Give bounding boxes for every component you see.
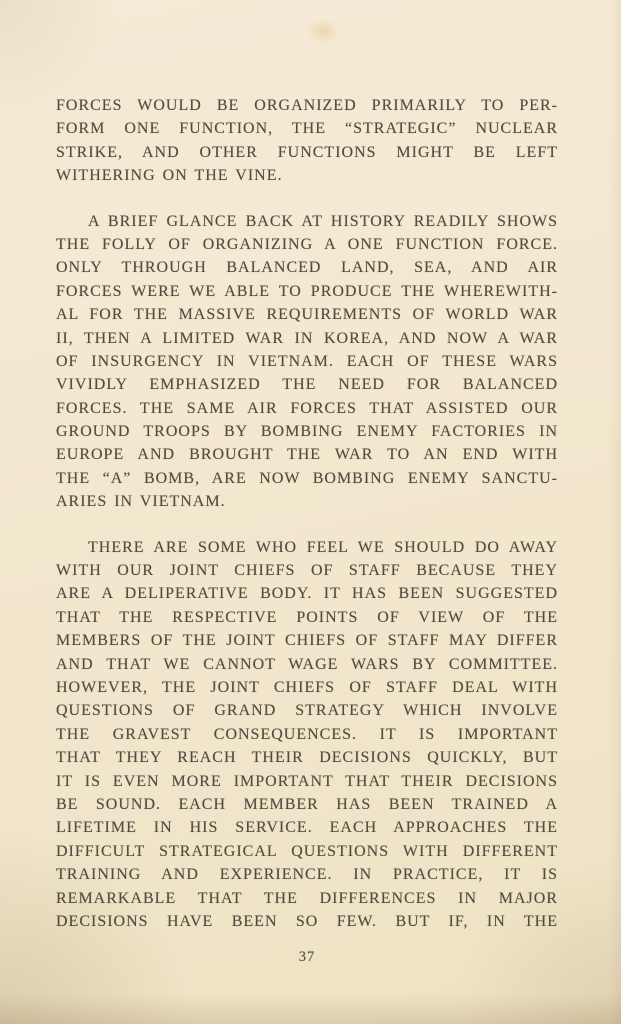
text-line: QUESTIONS OF GRAND STRATEGY WHICH INVOLVE xyxy=(56,702,558,720)
text-line: HOWEVER, THE JOINT CHIEFS OF STAFF DEAL WITH xyxy=(56,678,558,696)
text-line: LIFETIME IN HIS SERVICE. EACH APPROACHES THE xyxy=(56,819,558,837)
text-line: THERE ARE SOME WHO FEEL WE SHOULD DO AWAY xyxy=(88,538,558,556)
page-text-block xyxy=(56,94,558,933)
text-line: THE GRAVEST CONSEQUENCES. IT IS IMPORTANT xyxy=(56,725,558,743)
text-line: ONLY THROUGH BALANCED LAND, SEA, AND AIR xyxy=(56,259,558,277)
text-line: THE “A” BOMB, ARE NOW BOMBING ENEMY SANCTU- xyxy=(56,469,558,487)
text-line: WITHERING ON THE VINE. xyxy=(56,167,283,185)
text-line: STRIKE, AND OTHER FUNCTIONS MIGHT BE LEFT xyxy=(56,143,558,161)
paragraph xyxy=(56,536,558,934)
text-line: BE SOUND. EACH MEMBER HAS BEEN TRAINED A xyxy=(56,795,558,813)
text-line: FORM ONE FUNCTION, THE “STRATEGIC” NUCLEAR xyxy=(56,120,558,138)
text-line: THAT THE RESPECTIVE POINTS OF VIEW OF THE xyxy=(56,608,558,626)
text-line: GROUND TROOPS BY BOMBING ENEMY FACTORIES IN xyxy=(56,423,558,441)
page-number: 37 xyxy=(298,949,316,965)
text-line: ARIES IN VIETNAM. xyxy=(56,493,226,511)
text-line: MEMBERS OF THE JOINT CHIEFS OF STAFF MAY DIFFER xyxy=(56,632,558,650)
text-line: ARE A DELIPERATIVE BODY. IT HAS BEEN SUGGESTED xyxy=(56,585,558,603)
text-line: REMARKABLE THAT THE DIFFERENCES IN MAJOR xyxy=(56,889,558,907)
text-line: IT IS EVEN MORE IMPORTANT THAT THEIR DECISIONS xyxy=(56,772,558,790)
text-line: AND THAT WE CANNOT WAGE WARS BY COMMITTEE. xyxy=(56,655,558,673)
text-line: THE FOLLY OF ORGANIZING A ONE FUNCTION FORCE. xyxy=(56,235,558,253)
paragraph xyxy=(56,94,558,188)
text-line: DIFFICULT STRATEGICAL QUESTIONS WITH DIFFERENT xyxy=(56,842,558,860)
text-line: FORCES WERE WE ABLE TO PRODUCE THE WHEREWITH- xyxy=(56,282,558,300)
text-line: WITH OUR JOINT CHIEFS OF STAFF BECAUSE THEY xyxy=(56,562,558,580)
text-line: FORCES WOULD BE ORGANIZED PRIMARILY TO PER- xyxy=(56,97,558,114)
text-line: VIVIDLY EMPHASIZED THE NEED FOR BALANCED xyxy=(56,376,558,394)
text-line: AL FOR THE MASSIVE REQUIREMENTS OF WORLD WAR xyxy=(56,306,558,324)
text-line: OF INSURGENCY IN VIETNAM. EACH OF THESE WARS xyxy=(56,352,558,370)
text-line: DECISIONS HAVE BEEN SO FEW. BUT IF, IN THE xyxy=(56,912,558,930)
text-line: II, THEN A LIMITED WAR IN KOREA, AND NOW A WAR xyxy=(56,329,558,347)
text-line: THAT THEY REACH THEIR DECISIONS QUICKLY, BUT xyxy=(56,749,558,767)
paragraph xyxy=(56,210,558,514)
text-line: EUROPE AND BROUGHT THE WAR TO AN END WITH xyxy=(56,446,558,464)
text-line: TRAINING AND EXPERIENCE. IN PRACTICE, IT IS xyxy=(56,866,558,884)
text-line: FORCES. THE SAME AIR FORCES THAT ASSISTED OUR xyxy=(56,399,558,417)
paper-stain xyxy=(306,18,340,44)
text-line: A BRIEF GLANCE BACK AT HISTORY READILY SHOWS xyxy=(88,212,558,230)
